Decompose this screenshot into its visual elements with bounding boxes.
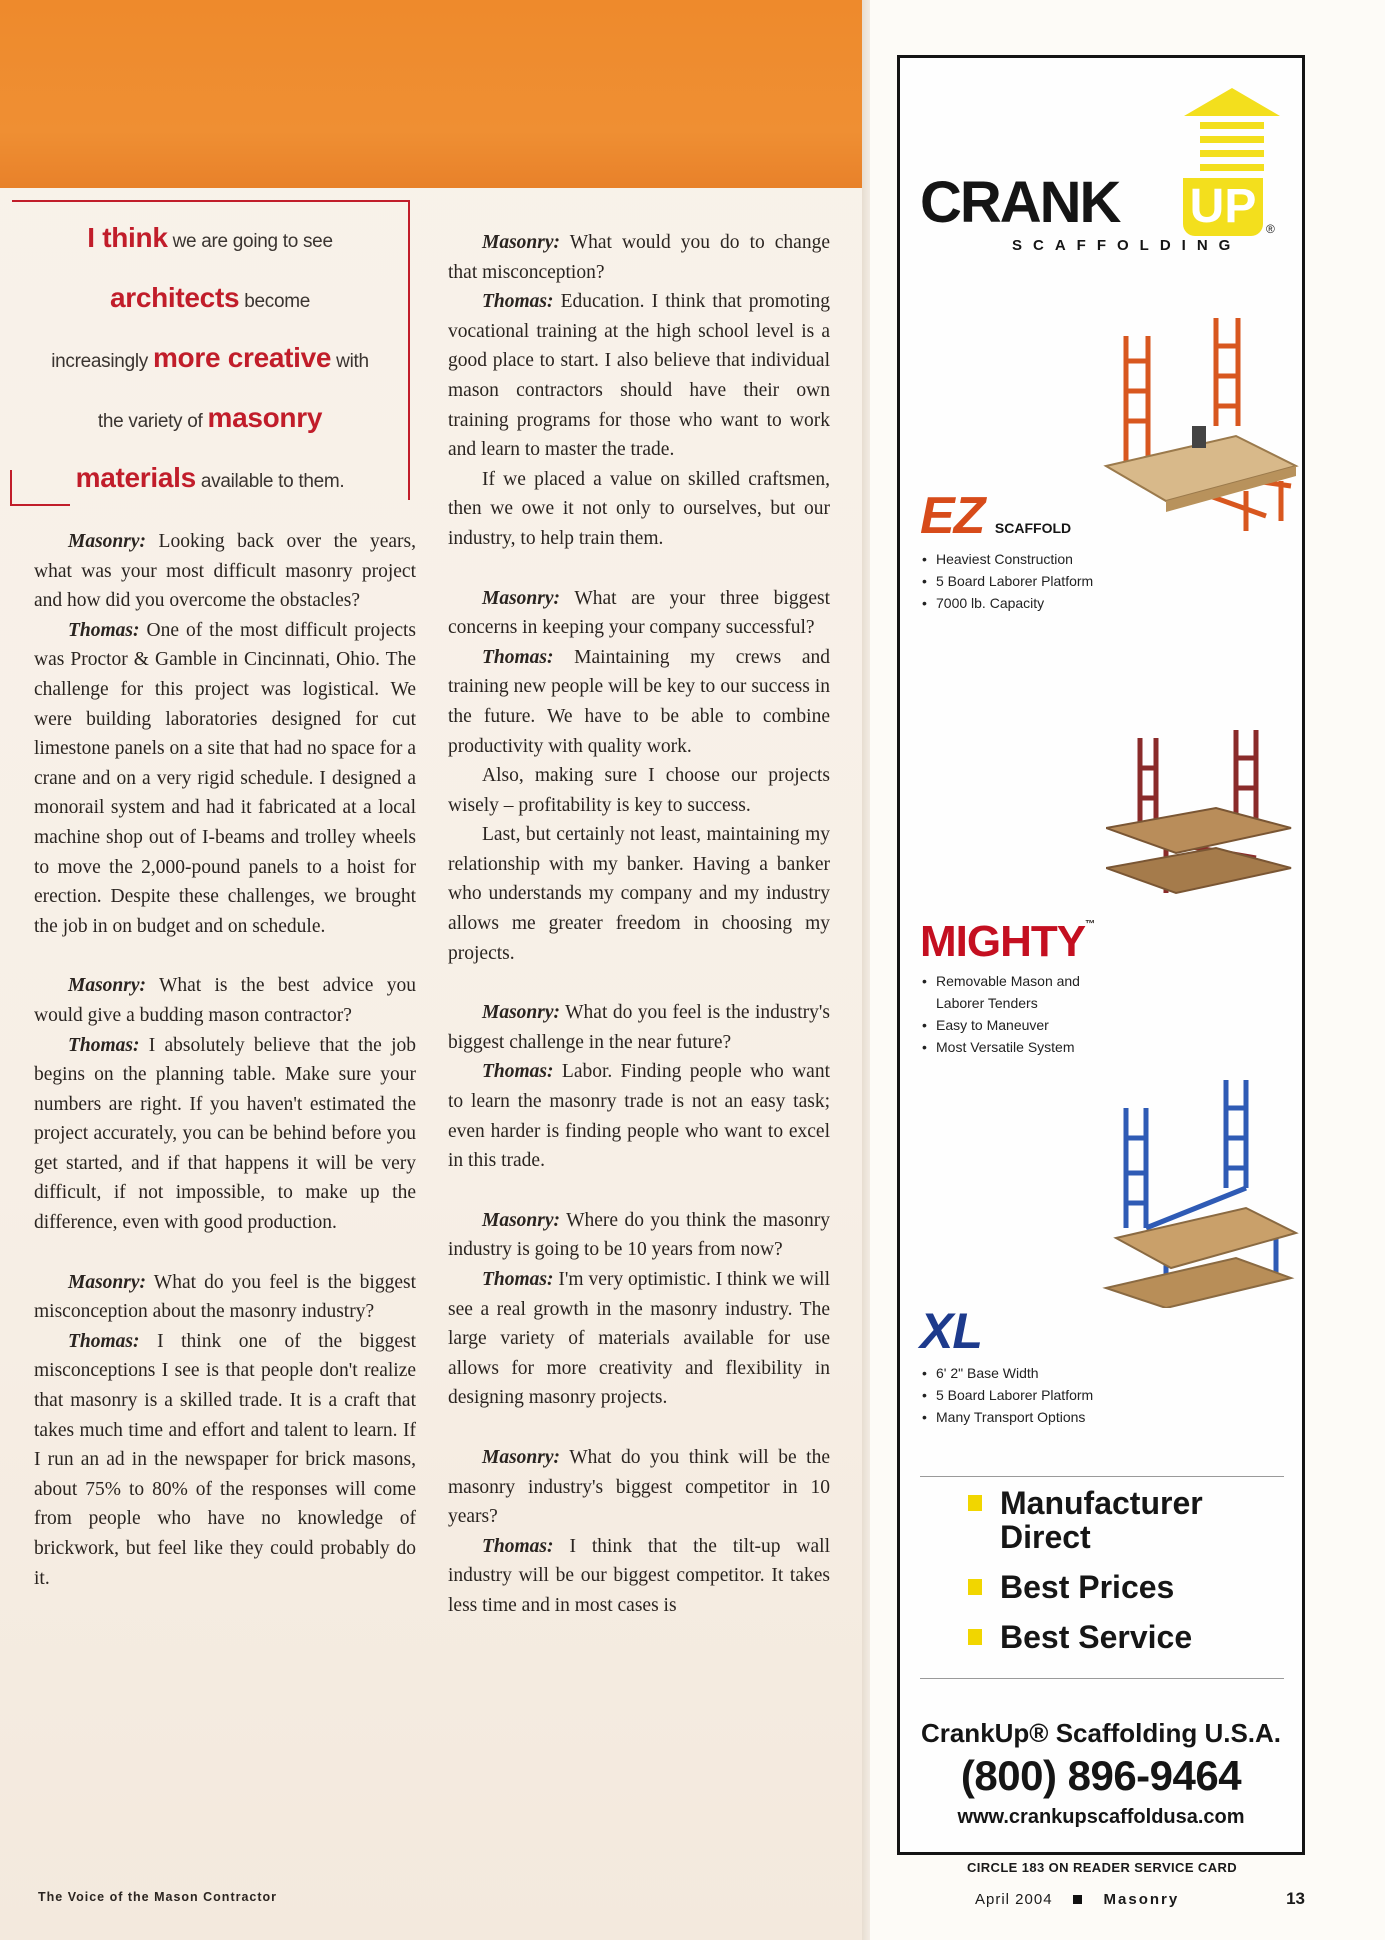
- paragraph-text: What are your three biggest concerns in keeping your company successful?: [448, 587, 830, 639]
- page-folio: [975, 1889, 1305, 1909]
- speaker-label: Masonry:: [482, 1446, 561, 1468]
- speaker-label: Masonry:: [68, 1271, 147, 1293]
- paragraph-text: I think that the tilt-up wall industry will be our biggest competitor. It takes less time and in most cases is: [448, 1535, 830, 1616]
- benefit-item: Best Service: [964, 1620, 1294, 1654]
- speaker-label: Thomas:: [68, 619, 140, 641]
- paragraph-text: I'm very optimistic. I think we will see a real growth in the masonry industry. The large variety of materials available for use allows for more creativity and flexibility in designing masonry projects.: [448, 1269, 830, 1409]
- pull-quote-line: [12, 390, 408, 450]
- pull-quote-emphasis: materials: [75, 462, 196, 493]
- divider: [920, 1678, 1284, 1679]
- pull-quote-emphasis: masonry: [207, 402, 323, 433]
- pull-quote-rule: [10, 470, 12, 506]
- pull-quote-text: the variety of: [97, 411, 208, 432]
- logo-up-badge: UP: [1183, 178, 1263, 236]
- article-paragraph: [448, 287, 830, 465]
- divider: [920, 1476, 1284, 1477]
- pull-quote-line: [12, 210, 408, 270]
- product-xl: [920, 1303, 1300, 1428]
- speaker-label: Thomas:: [482, 291, 554, 313]
- article-paragraph: [448, 1265, 830, 1413]
- paragraph-text: Maintaining my crews and training new people will be key to our success in the future. We have to be able to combine productivity with quality work.: [448, 646, 830, 757]
- article-paragraph: [448, 820, 830, 968]
- article-paragraph: [448, 1057, 830, 1175]
- article-paragraph: [448, 643, 830, 761]
- article-column-1: [34, 527, 416, 1593]
- article-paragraph: [448, 761, 830, 820]
- benefit-item: Manufacturer Direct: [964, 1486, 1224, 1554]
- ez-title: EZ: [920, 487, 985, 545]
- phone-number[interactable]: (800) 896-9464: [960, 1752, 1242, 1799]
- paragraph-text: I absolutely believe that the job begins on the planning table. Make sure your numbers are right. If you haven't estimated the project accurately, you can be behind before you get started, and if that happens it will be very difficult, if not impossible, to make up the difference, even with good production.: [34, 1034, 416, 1234]
- article-paragraph: [448, 1443, 830, 1532]
- pull-quote-emphasis: I think: [87, 222, 168, 253]
- speaker-label: Masonry:: [68, 975, 147, 997]
- trademark-mark: ™: [1085, 919, 1096, 930]
- feature-item: • Most Versatile System: [920, 1036, 1300, 1058]
- product-ez: [920, 487, 1300, 614]
- mighty-scaffold-image: [1106, 728, 1296, 908]
- pull-quote-line: [12, 330, 408, 390]
- pull-quote-text: become: [239, 291, 311, 312]
- feature-item: • Removable Mason and Laborer Tenders: [920, 970, 1090, 1014]
- xl-scaffold-image: [1096, 1078, 1301, 1308]
- speaker-label: Masonry:: [68, 531, 147, 552]
- mighty-title: MIGHTY: [920, 917, 1086, 966]
- benefits-list: [964, 1486, 1294, 1670]
- pull-quote-line: [12, 450, 408, 510]
- paragraph-text: What do you feel is the biggest misconception about the masonry industry?: [34, 1271, 416, 1323]
- logo-wordmark: CRANK: [920, 170, 1120, 235]
- article-paragraph: [34, 1031, 416, 1238]
- pull-quote-text: available to them.: [195, 471, 345, 492]
- separator-square: [1073, 1895, 1082, 1904]
- ez-subtitle: SCAFFOLD: [994, 520, 1072, 536]
- xl-title: XL: [920, 1303, 982, 1359]
- pull-quote-emphasis: architects: [109, 282, 240, 313]
- feature-item: • Many Transport Options: [920, 1406, 1300, 1428]
- article-paragraph: [34, 1268, 416, 1327]
- paragraph-text: If we placed a value on skilled craftsmen, then we owe it not only to ourselves, but our industry, to help train them.: [448, 468, 830, 549]
- speaker-label: Masonry:: [482, 587, 561, 609]
- company-name: CrankUp® Scaffolding U.S.A.: [920, 1718, 1282, 1748]
- page-number: 13: [1286, 1889, 1305, 1908]
- paragraph-text: One of the most difficult projects was Proctor & Gamble in Cincinnati, Ohio. The challenge for this project was logistical. We were building laboratories designed for cut limestone panels on a site that had no space for a crane and on a very rigid schedule. I designed a monorail system and had it fabricated at a local machine shop out of I-beams and trolley wheels to move the 2,000-pound panels to a hoist for erection. Despite these challenges, we brought the job in on budget and on schedule.: [34, 619, 416, 937]
- paragraph-text: Looking back over the years, what was your most difficult masonry project and how did you overcome the obstacles?: [34, 531, 416, 612]
- feature-item: • 6' 2" Base Width: [920, 1362, 1300, 1384]
- reader-service-note: CIRCLE 183 ON READER SERVICE CARD: [966, 1860, 1238, 1875]
- pull-quote-rule: [10, 504, 70, 506]
- speaker-label: Masonry:: [482, 1209, 561, 1231]
- paragraph-text: What would you do to change that misconception?: [448, 232, 830, 283]
- website-link[interactable]: www.crankupscaffoldusa.com: [957, 1806, 1245, 1828]
- article-paragraph: [34, 971, 416, 1030]
- paragraph-text: Labor. Finding people who want to learn the masonry trade is not an easy task; even harder is finding people who want to excel in this trade.: [448, 1061, 830, 1172]
- article-paragraph: [34, 527, 416, 616]
- contact-block: [900, 1716, 1302, 1832]
- speaker-label: Masonry:: [482, 1002, 561, 1024]
- feature-item: • 5 Board Laborer Platform: [920, 1384, 1300, 1406]
- paragraph-text: What do you think will be the masonry industry's biggest competitor in 10 years?: [448, 1446, 830, 1528]
- feature-item: • Easy to Maneuver: [920, 1014, 1300, 1036]
- speaker-label: Thomas:: [68, 1034, 140, 1056]
- issue-date: April 2004: [975, 1890, 1053, 1908]
- magazine-tagline: The Voice of the Mason Contractor: [38, 1890, 278, 1904]
- speaker-label: Thomas:: [482, 1535, 554, 1557]
- pull-quote: [12, 200, 410, 500]
- article-paragraph: [34, 1327, 416, 1593]
- article-paragraph: [448, 1532, 830, 1621]
- logo-subtitle: SCAFFOLDING: [1012, 237, 1242, 254]
- house-roof-icon: [1178, 86, 1286, 182]
- article-paragraph: [448, 465, 830, 554]
- magazine-name: Masonry: [1103, 1890, 1180, 1908]
- header-color-band: [0, 0, 868, 188]
- crankup-advertisement: [897, 55, 1305, 1855]
- registered-mark: ®: [1266, 222, 1275, 236]
- speaker-label: Thomas:: [68, 1330, 140, 1352]
- feature-item: • Heaviest Construction: [920, 548, 1300, 570]
- pull-quote-emphasis: more creative: [152, 342, 332, 373]
- pull-quote-line: [12, 270, 408, 330]
- paragraph-text: Education. I think that promoting vocational training at the high school level is a good place to start. I also believe that individual mason contractors should have their own training programs for those who want to work and learn to master the trade.: [448, 291, 830, 461]
- pull-quote-text: with: [331, 351, 369, 372]
- article-paragraph: [448, 1206, 830, 1265]
- paragraph-text: Last, but certainly not least, maintaining my relationship with my banker. Having a banker who understands my company and my industry allows me greater freedom in choosing my projects.: [448, 824, 830, 964]
- article-column-2: [448, 228, 830, 1621]
- paragraph-text: What is the best advice you would give a budding mason contractor?: [34, 975, 416, 1026]
- paragraph-text: Where do you think the masonry industry is going to be 10 years from now?: [448, 1209, 830, 1261]
- paragraph-text: Also, making sure I choose our projects wisely – profitability is key to success.: [448, 765, 830, 816]
- feature-item: • 7000 lb. Capacity: [920, 592, 1300, 614]
- crankup-logo: [920, 76, 1290, 256]
- pull-quote-text: we are going to see: [167, 231, 333, 252]
- speaker-label: Thomas:: [482, 646, 554, 668]
- article-paragraph: [448, 998, 830, 1057]
- product-mighty: [920, 917, 1300, 1058]
- article-paragraph: [34, 616, 416, 942]
- paragraph-text: What do you feel is the industry's biggest challenge in the near future?: [448, 1002, 830, 1053]
- speaker-label: Masonry:: [482, 232, 561, 253]
- speaker-label: Thomas:: [482, 1061, 554, 1083]
- paragraph-text: I think one of the biggest misconceptions I see is that people don't realize that masonry is a skilled trade. It is a craft that takes much time and effort and talent to learn. If I run an ad in the newspaper for brick masons, about 75% to 80% of the responses will come from people who have no knowledge of brickwork, but feel like they could probably do it.: [34, 1330, 416, 1589]
- pull-quote-text: increasingly: [51, 351, 153, 372]
- benefit-item: Best Prices: [964, 1570, 1294, 1604]
- article-paragraph: [448, 584, 830, 643]
- article-paragraph: [448, 228, 830, 287]
- speaker-label: Thomas:: [482, 1269, 554, 1290]
- feature-item: • 5 Board Laborer Platform: [920, 570, 1300, 592]
